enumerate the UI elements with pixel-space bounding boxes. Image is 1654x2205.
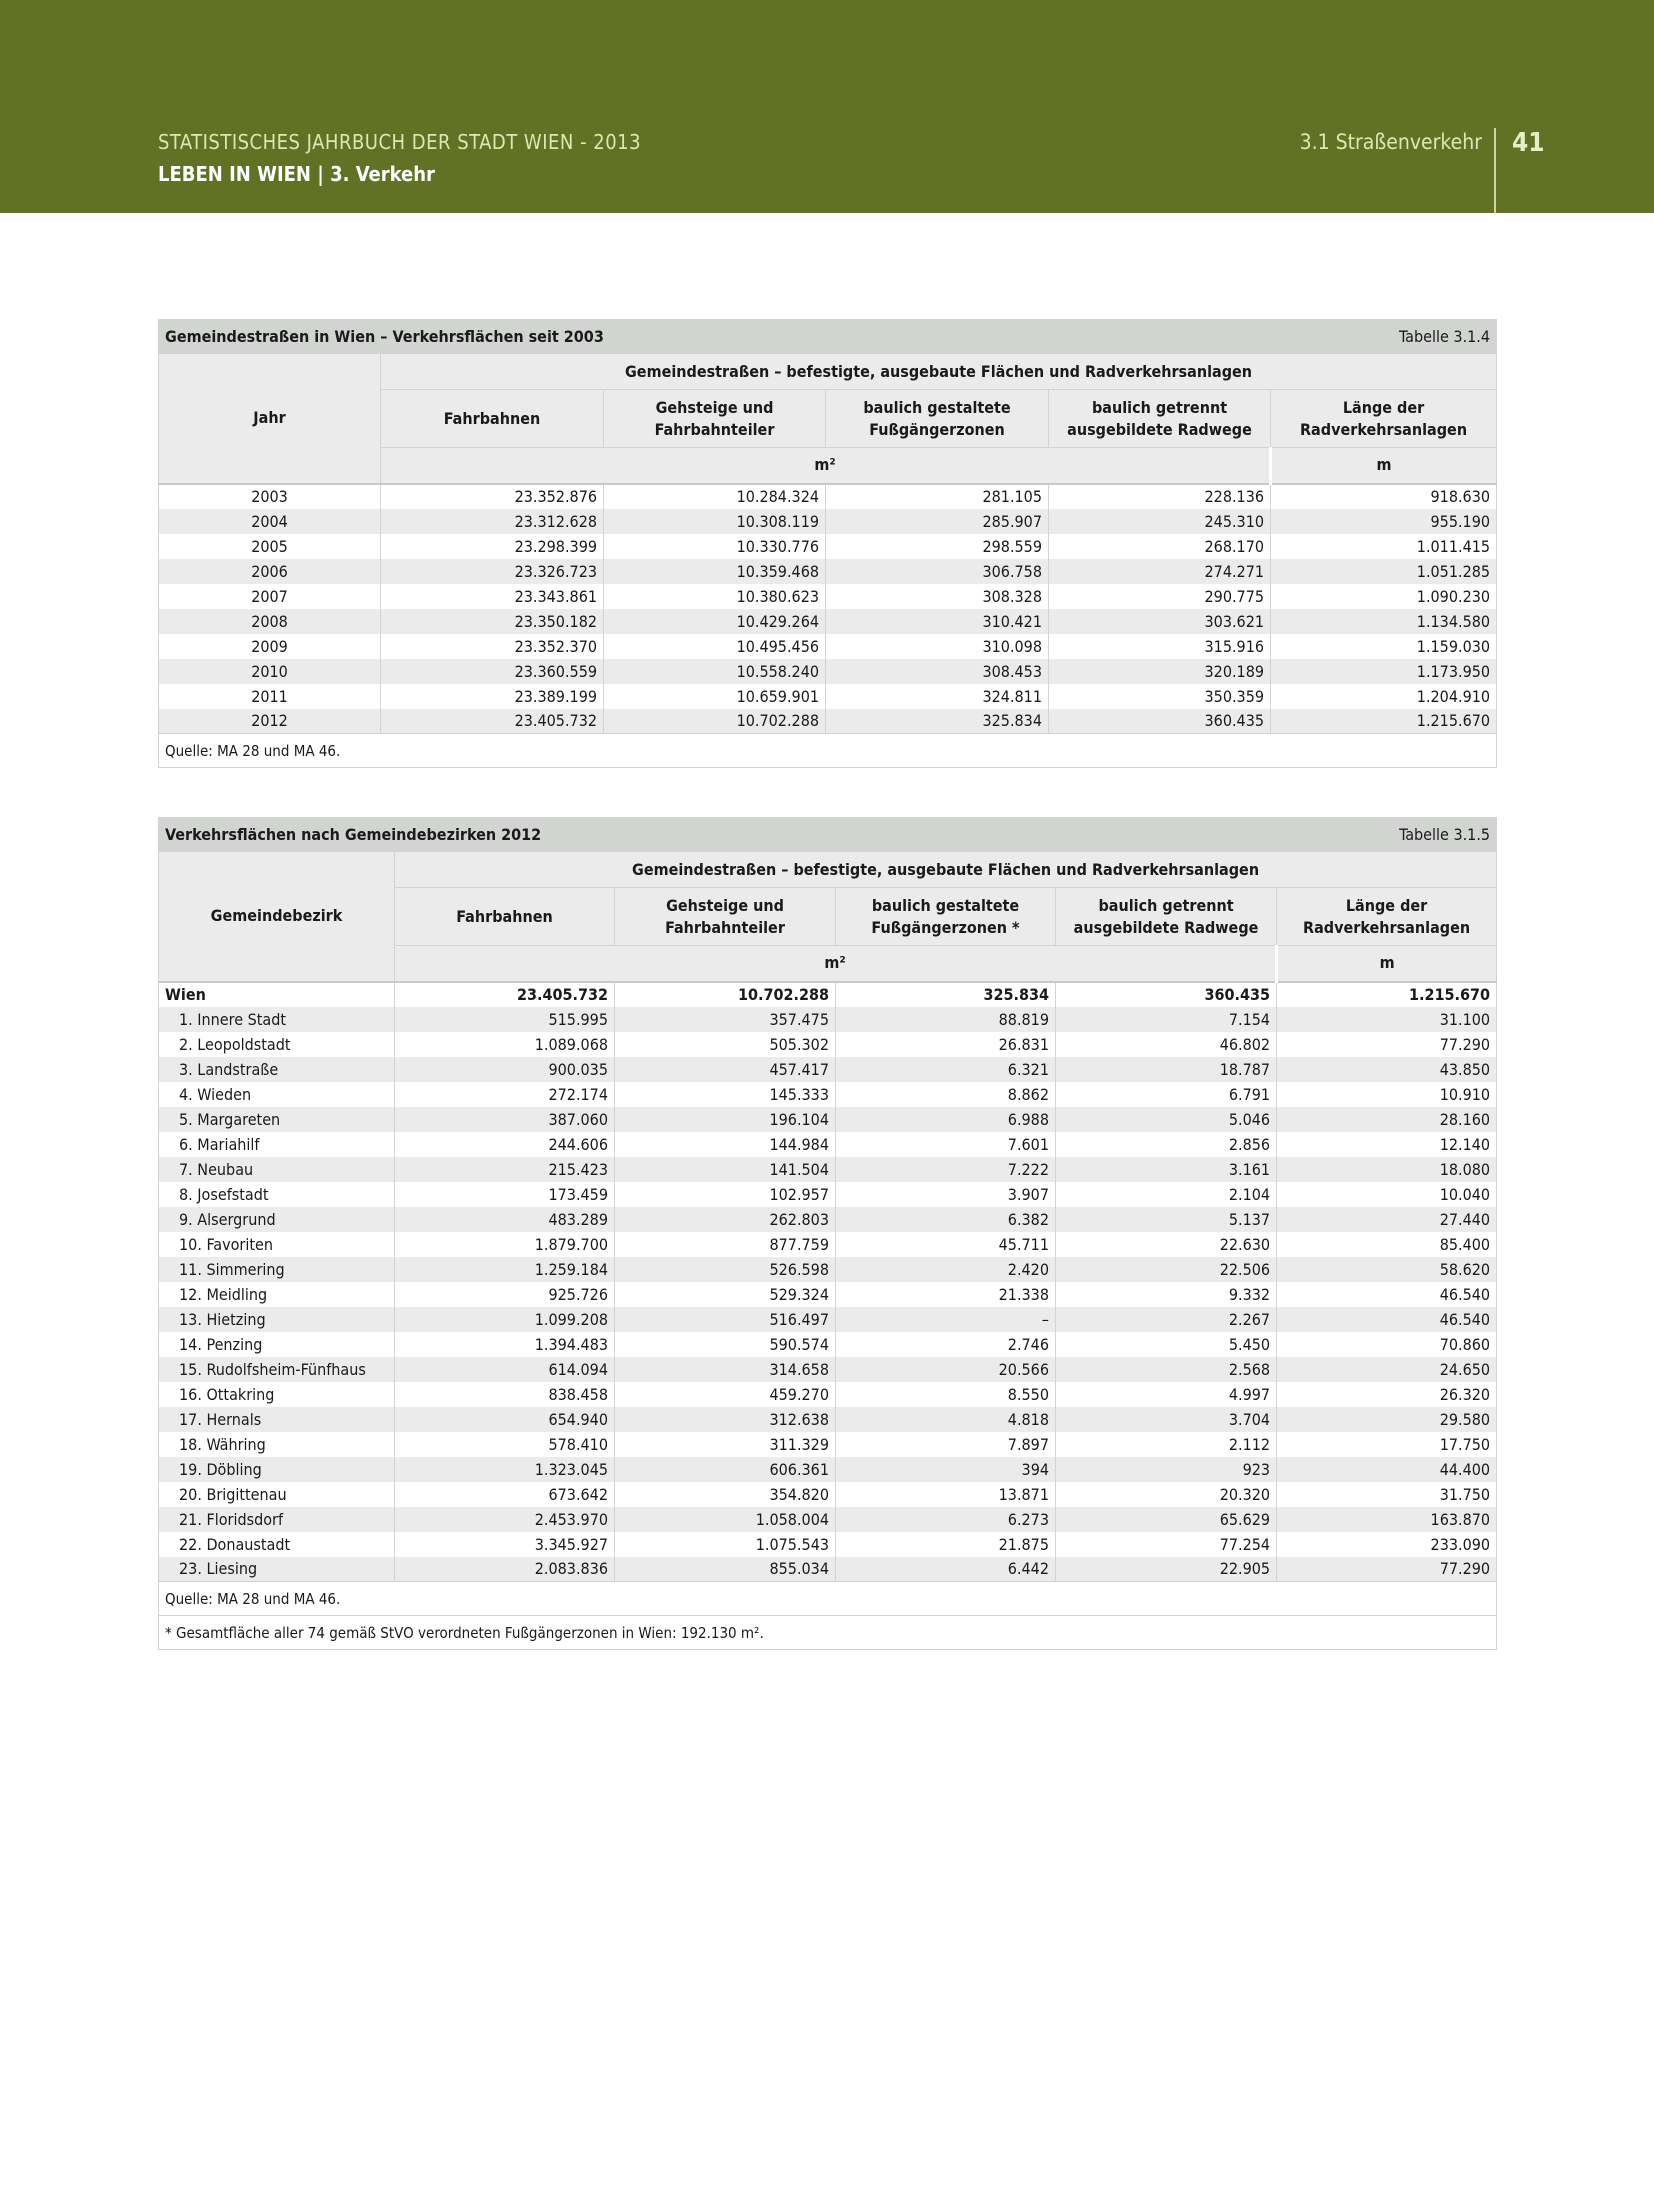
value-cell: 77.254	[1056, 1532, 1277, 1557]
row-label-cell: 14. Penzing	[159, 1332, 395, 1357]
column-header-laenge: Länge der Radverkehrsanlagen	[1271, 390, 1497, 448]
page-header-banner	[0, 0, 1654, 213]
table-row	[159, 584, 1497, 609]
value-cell: 23.326.723	[381, 559, 604, 584]
table-row	[159, 1407, 1497, 1432]
table-row	[159, 534, 1497, 559]
value-cell: 18.080	[1277, 1157, 1497, 1182]
value-cell: 10.380.623	[604, 584, 826, 609]
row-label-cell: 2006	[159, 559, 381, 584]
value-cell: 141.504	[615, 1157, 836, 1182]
value-cell: 7.897	[836, 1432, 1056, 1457]
table-source: Quelle: MA 28 und MA 46.	[159, 734, 1497, 768]
value-cell: 955.190	[1271, 509, 1497, 534]
value-cell: 13.871	[836, 1482, 1056, 1507]
publication-title: STATISTISCHES JAHRBUCH DER STADT WIEN - 2013	[158, 130, 642, 154]
value-cell: 2.420	[836, 1257, 1056, 1282]
value-cell: 6.442	[836, 1557, 1056, 1582]
value-cell: 1.051.285	[1271, 559, 1497, 584]
value-cell: 144.984	[615, 1132, 836, 1157]
value-cell: 17.750	[1277, 1432, 1497, 1457]
value-cell: 26.320	[1277, 1382, 1497, 1407]
value-cell: 1.089.068	[395, 1032, 615, 1057]
value-cell: 85.400	[1277, 1232, 1497, 1257]
table-verkehrsflaechen-seit-2003	[158, 319, 1497, 768]
row-label-cell: Wien	[159, 982, 395, 1007]
row-header: Jahr	[159, 354, 381, 484]
value-cell: 244.606	[395, 1132, 615, 1157]
value-cell: 7.222	[836, 1157, 1056, 1182]
value-cell: 311.329	[615, 1432, 836, 1457]
table-number: Tabelle 3.1.5	[1277, 818, 1497, 852]
table-row	[159, 1107, 1497, 1132]
value-cell: 515.995	[395, 1007, 615, 1032]
column-header-fahrbahnen: Fahrbahnen	[395, 888, 615, 946]
row-label-cell: 2009	[159, 634, 381, 659]
table-row	[159, 1132, 1497, 1157]
row-label-cell: 8. Josefstadt	[159, 1182, 395, 1207]
value-cell: 2.104	[1056, 1182, 1277, 1207]
value-cell: 314.658	[615, 1357, 836, 1382]
row-header: Gemeindebezirk	[159, 852, 395, 982]
value-cell: 22.905	[1056, 1557, 1277, 1582]
row-label-cell: 12. Meidling	[159, 1282, 395, 1307]
value-cell: 10.558.240	[604, 659, 826, 684]
value-cell: 838.458	[395, 1382, 615, 1407]
table-row	[159, 659, 1497, 684]
table-verkehrsflaechen-bezirke	[158, 817, 1497, 1650]
value-cell: 18.787	[1056, 1057, 1277, 1082]
table-row	[159, 709, 1497, 734]
value-cell: 459.270	[615, 1382, 836, 1407]
value-cell: 23.343.861	[381, 584, 604, 609]
value-cell: 2.453.970	[395, 1507, 615, 1532]
value-cell: 308.328	[826, 584, 1049, 609]
table-row	[159, 1257, 1497, 1282]
value-cell: 1.215.670	[1271, 709, 1497, 734]
table-row	[159, 1382, 1497, 1407]
value-cell: 3.161	[1056, 1157, 1277, 1182]
value-cell: 215.423	[395, 1157, 615, 1182]
value-cell: 290.775	[1049, 584, 1271, 609]
value-cell: 272.174	[395, 1082, 615, 1107]
value-cell: 923	[1056, 1457, 1277, 1482]
value-cell: 3.907	[836, 1182, 1056, 1207]
value-cell: 1.394.483	[395, 1332, 615, 1357]
value-cell: 310.421	[826, 609, 1049, 634]
value-cell: 268.170	[1049, 534, 1271, 559]
row-label-cell: 2012	[159, 709, 381, 734]
value-cell: 28.160	[1277, 1107, 1497, 1132]
value-cell: 654.940	[395, 1407, 615, 1432]
value-cell: 274.271	[1049, 559, 1271, 584]
value-cell: 590.574	[615, 1332, 836, 1357]
chapter-title: 3.1 Straßenverkehr	[1299, 130, 1482, 154]
table-row	[159, 1532, 1497, 1557]
value-cell: 6.791	[1056, 1082, 1277, 1107]
value-cell: 46.540	[1277, 1307, 1497, 1332]
value-cell: 325.834	[836, 982, 1056, 1007]
value-cell: 2.856	[1056, 1132, 1277, 1157]
value-cell: 10.308.119	[604, 509, 826, 534]
value-cell: 1.134.580	[1271, 609, 1497, 634]
value-cell: 2.083.836	[395, 1557, 615, 1582]
row-label-cell: 2007	[159, 584, 381, 609]
value-cell: 23.352.876	[381, 484, 604, 509]
value-cell: 1.090.230	[1271, 584, 1497, 609]
value-cell: 1.173.950	[1271, 659, 1497, 684]
value-cell: 877.759	[615, 1232, 836, 1257]
row-label-cell: 11. Simmering	[159, 1257, 395, 1282]
row-label-cell: 6. Mariahilf	[159, 1132, 395, 1157]
row-label-cell: 19. Döbling	[159, 1457, 395, 1482]
value-cell: 505.302	[615, 1032, 836, 1057]
value-cell: 23.405.732	[395, 982, 615, 1007]
value-cell: 5.450	[1056, 1332, 1277, 1357]
table-row	[159, 1507, 1497, 1532]
row-label-cell: 2005	[159, 534, 381, 559]
row-label-cell: 2010	[159, 659, 381, 684]
table-row	[159, 1007, 1497, 1032]
value-cell: 46.540	[1277, 1282, 1497, 1307]
value-cell: 312.638	[615, 1407, 836, 1432]
value-cell: 918.630	[1271, 484, 1497, 509]
value-cell: 357.475	[615, 1007, 836, 1032]
value-cell: 43.850	[1277, 1057, 1497, 1082]
value-cell: 2.746	[836, 1332, 1056, 1357]
unit-length: m	[1271, 448, 1497, 484]
value-cell: 173.459	[395, 1182, 615, 1207]
value-cell: 673.642	[395, 1482, 615, 1507]
value-cell: 77.290	[1277, 1032, 1497, 1057]
value-cell: 26.831	[836, 1032, 1056, 1057]
column-header-fussgaengerzonen: baulich gestaltete Fußgängerzonen *	[836, 888, 1056, 946]
value-cell: 45.711	[836, 1232, 1056, 1257]
row-label-cell: 20. Brigittenau	[159, 1482, 395, 1507]
value-cell: 529.324	[615, 1282, 836, 1307]
table-footnote: * Gesamtfläche aller 74 gemäß StVO verordneten Fußgängerzonen in Wien: 192.130 m².	[159, 1616, 1497, 1650]
row-label-cell: 2004	[159, 509, 381, 534]
table-row	[159, 1182, 1497, 1207]
value-cell: 23.360.559	[381, 659, 604, 684]
row-label-cell: 21. Floridsdorf	[159, 1507, 395, 1532]
column-header-radwege: baulich getrennt ausgebildete Radwege	[1049, 390, 1271, 448]
value-cell: 196.104	[615, 1107, 836, 1132]
page-number: 41	[1512, 128, 1545, 158]
row-label-cell: 23. Liesing	[159, 1557, 395, 1582]
value-cell: 3.704	[1056, 1407, 1277, 1432]
table-row-total	[159, 982, 1497, 1007]
value-cell: 245.310	[1049, 509, 1271, 534]
value-cell: –	[836, 1307, 1056, 1332]
value-cell: 10.702.288	[615, 982, 836, 1007]
table-row	[159, 1457, 1497, 1482]
value-cell: 7.154	[1056, 1007, 1277, 1032]
value-cell: 22.630	[1056, 1232, 1277, 1257]
value-cell: 320.189	[1049, 659, 1271, 684]
value-cell: 606.361	[615, 1457, 836, 1482]
value-cell: 324.811	[826, 684, 1049, 709]
value-cell: 2.112	[1056, 1432, 1277, 1457]
value-cell: 8.862	[836, 1082, 1056, 1107]
value-cell: 925.726	[395, 1282, 615, 1307]
column-header-fussgaengerzonen: baulich gestaltete Fußgängerzonen	[826, 390, 1049, 448]
value-cell: 1.075.543	[615, 1532, 836, 1557]
row-label-cell: 17. Hernals	[159, 1407, 395, 1432]
value-cell: 27.440	[1277, 1207, 1497, 1232]
value-cell: 387.060	[395, 1107, 615, 1132]
value-cell: 65.629	[1056, 1507, 1277, 1532]
row-label-cell: 9. Alsergrund	[159, 1207, 395, 1232]
table-row	[159, 1432, 1497, 1457]
value-cell: 2.568	[1056, 1357, 1277, 1382]
value-cell: 516.497	[615, 1307, 836, 1332]
table-row	[159, 559, 1497, 584]
value-cell: 526.598	[615, 1257, 836, 1282]
table-row	[159, 484, 1497, 509]
table-row	[159, 684, 1497, 709]
table-number: Tabelle 3.1.4	[1271, 320, 1497, 354]
value-cell: 6.273	[836, 1507, 1056, 1532]
table-row	[159, 1057, 1497, 1082]
row-label-cell: 4. Wieden	[159, 1082, 395, 1107]
value-cell: 10.359.468	[604, 559, 826, 584]
row-label-cell: 18. Währing	[159, 1432, 395, 1457]
value-cell: 6.382	[836, 1207, 1056, 1232]
table-row	[159, 1232, 1497, 1257]
value-cell: 285.907	[826, 509, 1049, 534]
value-cell: 5.046	[1056, 1107, 1277, 1132]
value-cell: 325.834	[826, 709, 1049, 734]
table-row	[159, 609, 1497, 634]
row-label-cell: 1. Innere Stadt	[159, 1007, 395, 1032]
value-cell: 10.040	[1277, 1182, 1497, 1207]
value-cell: 8.550	[836, 1382, 1056, 1407]
value-cell: 578.410	[395, 1432, 615, 1457]
value-cell: 145.333	[615, 1082, 836, 1107]
value-cell: 4.818	[836, 1407, 1056, 1432]
value-cell: 7.601	[836, 1132, 1056, 1157]
unit-length: m	[1277, 946, 1497, 982]
value-cell: 102.957	[615, 1182, 836, 1207]
value-cell: 394	[836, 1457, 1056, 1482]
group-header: Gemeindestraßen – befestigte, ausgebaute Flächen und Radverkehrsanlagen	[381, 354, 1497, 390]
table-row	[159, 1082, 1497, 1107]
value-cell: 23.389.199	[381, 684, 604, 709]
value-cell: 9.332	[1056, 1282, 1277, 1307]
row-label-cell: 2008	[159, 609, 381, 634]
value-cell: 6.321	[836, 1057, 1056, 1082]
value-cell: 308.453	[826, 659, 1049, 684]
value-cell: 1.159.030	[1271, 634, 1497, 659]
value-cell: 6.988	[836, 1107, 1056, 1132]
value-cell: 1.099.208	[395, 1307, 615, 1332]
value-cell: 23.352.370	[381, 634, 604, 659]
value-cell: 1.879.700	[395, 1232, 615, 1257]
value-cell: 354.820	[615, 1482, 836, 1507]
value-cell: 457.417	[615, 1057, 836, 1082]
header-divider	[1494, 128, 1496, 213]
row-label-cell: 2011	[159, 684, 381, 709]
table-row	[159, 1282, 1497, 1307]
table-source: Quelle: MA 28 und MA 46.	[159, 1582, 1497, 1616]
value-cell: 31.100	[1277, 1007, 1497, 1032]
column-header-radwege: baulich getrennt ausgebildete Radwege	[1056, 888, 1277, 946]
value-cell: 70.860	[1277, 1332, 1497, 1357]
value-cell: 20.566	[836, 1357, 1056, 1382]
value-cell: 360.435	[1056, 982, 1277, 1007]
value-cell: 228.136	[1049, 484, 1271, 509]
value-cell: 310.098	[826, 634, 1049, 659]
value-cell: 298.559	[826, 534, 1049, 559]
row-label-cell: 10. Favoriten	[159, 1232, 395, 1257]
table-row	[159, 1557, 1497, 1582]
value-cell: 1.011.415	[1271, 534, 1497, 559]
column-header-gehsteige: Gehsteige und Fahrbahnteiler	[615, 888, 836, 946]
value-cell: 2.267	[1056, 1307, 1277, 1332]
value-cell: 3.345.927	[395, 1532, 615, 1557]
value-cell: 1.259.184	[395, 1257, 615, 1282]
value-cell: 23.405.732	[381, 709, 604, 734]
value-cell: 10.284.324	[604, 484, 826, 509]
table-row	[159, 1332, 1497, 1357]
value-cell: 20.320	[1056, 1482, 1277, 1507]
value-cell: 24.650	[1277, 1357, 1497, 1382]
value-cell: 163.870	[1277, 1507, 1497, 1532]
value-cell: 614.094	[395, 1357, 615, 1382]
value-cell: 44.400	[1277, 1457, 1497, 1482]
value-cell: 306.758	[826, 559, 1049, 584]
row-label-cell: 7. Neubau	[159, 1157, 395, 1182]
column-header-laenge: Länge der Radverkehrsanlagen	[1277, 888, 1497, 946]
value-cell: 10.659.901	[604, 684, 826, 709]
unit-area: m²	[381, 448, 1271, 484]
value-cell: 233.090	[1277, 1532, 1497, 1557]
section-title: LEBEN IN WIEN | 3. Verkehr	[158, 162, 435, 186]
value-cell: 22.506	[1056, 1257, 1277, 1282]
value-cell: 10.429.264	[604, 609, 826, 634]
value-cell: 350.359	[1049, 684, 1271, 709]
value-cell: 23.350.182	[381, 609, 604, 634]
value-cell: 88.819	[836, 1007, 1056, 1032]
value-cell: 855.034	[615, 1557, 836, 1582]
value-cell: 77.290	[1277, 1557, 1497, 1582]
value-cell: 23.312.628	[381, 509, 604, 534]
value-cell: 29.580	[1277, 1407, 1497, 1432]
table-row	[159, 1482, 1497, 1507]
column-header-fahrbahnen: Fahrbahnen	[381, 390, 604, 448]
value-cell: 1.323.045	[395, 1457, 615, 1482]
value-cell: 315.916	[1049, 634, 1271, 659]
value-cell: 23.298.399	[381, 534, 604, 559]
table-row	[159, 1357, 1497, 1382]
row-label-cell: 5. Margareten	[159, 1107, 395, 1132]
table-row	[159, 1307, 1497, 1332]
value-cell: 10.330.776	[604, 534, 826, 559]
row-label-cell: 13. Hietzing	[159, 1307, 395, 1332]
value-cell: 1.215.670	[1277, 982, 1497, 1007]
value-cell: 900.035	[395, 1057, 615, 1082]
column-header-gehsteige: Gehsteige und Fahrbahnteiler	[604, 390, 826, 448]
value-cell: 1.058.004	[615, 1507, 836, 1532]
row-label-cell: 22. Donaustadt	[159, 1532, 395, 1557]
value-cell: 10.495.456	[604, 634, 826, 659]
value-cell: 281.105	[826, 484, 1049, 509]
value-cell: 12.140	[1277, 1132, 1497, 1157]
row-label-cell: 16. Ottakring	[159, 1382, 395, 1407]
value-cell: 4.997	[1056, 1382, 1277, 1407]
value-cell: 303.621	[1049, 609, 1271, 634]
row-label-cell: 2003	[159, 484, 381, 509]
row-label-cell: 15. Rudolfsheim-Fünfhaus	[159, 1357, 395, 1382]
value-cell: 1.204.910	[1271, 684, 1497, 709]
value-cell: 10.910	[1277, 1082, 1497, 1107]
table-row	[159, 509, 1497, 534]
value-cell: 58.620	[1277, 1257, 1497, 1282]
table-row	[159, 1032, 1497, 1057]
value-cell: 46.802	[1056, 1032, 1277, 1057]
value-cell: 10.702.288	[604, 709, 826, 734]
table-row	[159, 1157, 1497, 1182]
value-cell: 21.338	[836, 1282, 1056, 1307]
table-title: Verkehrsflächen nach Gemeindebezirken 2012	[159, 818, 1277, 852]
table-row	[159, 1207, 1497, 1232]
table-title: Gemeindestraßen in Wien – Verkehrsflächen seit 2003	[159, 320, 1271, 354]
value-cell: 21.875	[836, 1532, 1056, 1557]
row-label-cell: 2. Leopoldstadt	[159, 1032, 395, 1057]
unit-area: m²	[395, 946, 1277, 982]
group-header: Gemeindestraßen – befestigte, ausgebaute Flächen und Radverkehrsanlagen	[395, 852, 1497, 888]
value-cell: 31.750	[1277, 1482, 1497, 1507]
value-cell: 483.289	[395, 1207, 615, 1232]
value-cell: 5.137	[1056, 1207, 1277, 1232]
row-label-cell: 3. Landstraße	[159, 1057, 395, 1082]
table-row	[159, 634, 1497, 659]
value-cell: 360.435	[1049, 709, 1271, 734]
value-cell: 262.803	[615, 1207, 836, 1232]
